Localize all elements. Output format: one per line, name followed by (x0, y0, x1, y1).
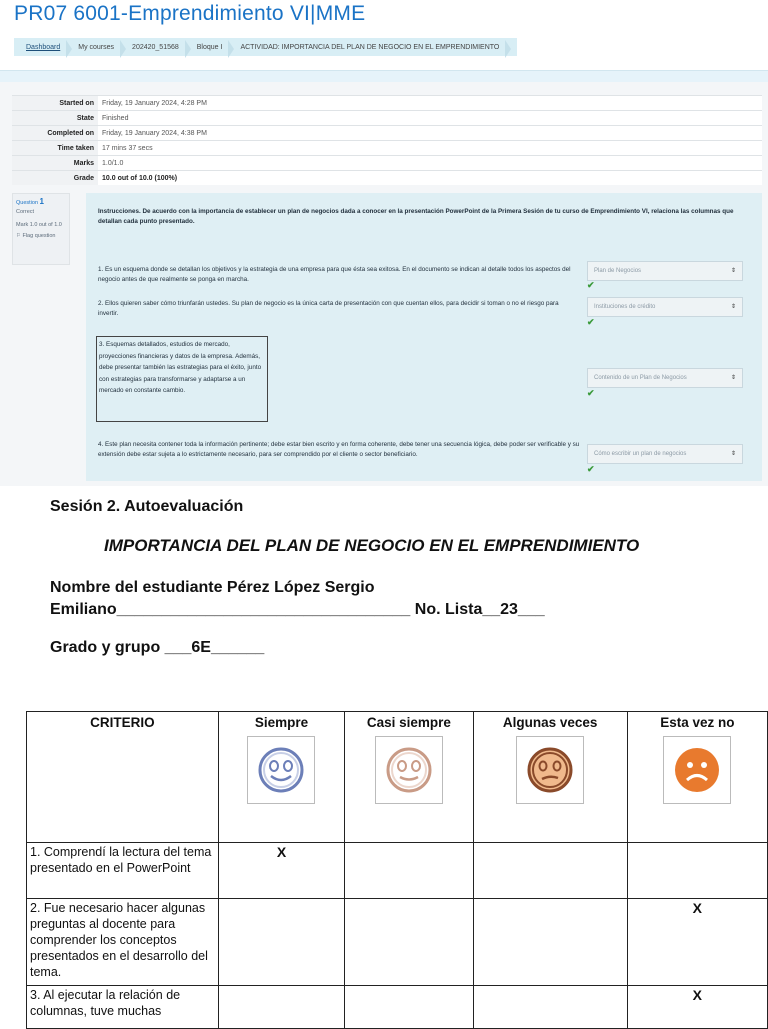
self-evaluation-document (0, 486, 768, 1024)
answer-select-2[interactable] (587, 297, 743, 317)
attempt-summary-table (12, 95, 762, 185)
question-mark: Mark 1.0 out of 1.0 (16, 222, 62, 228)
sad-face-icon (663, 736, 731, 804)
breadcrumb (14, 38, 517, 56)
mark-cell (473, 986, 627, 1029)
table-row (27, 899, 768, 986)
match-item-4: 4. Este plan necesita contener toda la información pertinente; debe estar bien escrito y en forma coherente, debe tener una secuencia lógica, debe poder ser verificable y su extensión debe estar sujeta a lo estrictamente necesario, para ser comprendido por el cliente o sector beneficiario. (98, 441, 580, 458)
worried-face-icon (516, 736, 584, 804)
mark-cell (345, 843, 473, 899)
summary-label: Grade (12, 171, 98, 186)
select-arrows-icon: ⇕ (730, 451, 736, 457)
summary-label: Completed on (12, 126, 98, 141)
column-header (345, 712, 473, 843)
match-item-1: 1. Es un esquema donde se detallan los objetivos y la estrategia de una empresa para que ésta sea exitosa. En el documento se indican al detalle todos los aspectos del negocio antes de que realmente se ponga en marcha. (98, 266, 571, 283)
mark-cell: X (627, 986, 767, 1029)
question-instructions: Instrucciones. De acuerdo con la importancia de establecer un plan de negocios dada a conocer en la presentación PowerPoint de la Primera Sesión de tu curso de Emprendimiento VI, relaciona las columnas que detallan cada punto presentado. (98, 208, 734, 225)
session-heading: Sesión 2. Autoevaluación (50, 498, 244, 515)
student-name-line-1: Nombre del estudiante Pérez López Sergio (50, 579, 375, 596)
answer-select-4[interactable] (587, 444, 743, 464)
mark-cell (473, 899, 627, 986)
document-title: IMPORTANCIA DEL PLAN DE NEGOCIO EN EL EMPRENDIMIENTO (104, 536, 640, 555)
summary-value: 17 mins 37 secs (98, 141, 762, 156)
criterion-cell: 3. Al ejecutar la relación de columnas, tuve muchas (27, 986, 219, 1029)
table-row (27, 986, 768, 1029)
student-name (50, 577, 545, 621)
header-label: CRITERIO (90, 715, 155, 730)
summary-label: Marks (12, 156, 98, 171)
column-header (627, 712, 767, 843)
mark-cell: X (218, 843, 344, 899)
mark-cell (218, 986, 344, 1029)
question-number (16, 197, 66, 208)
breadcrumb-course-code[interactable]: 202420_51568 (120, 44, 185, 51)
match-item-2: 2. Ellos quieren saber cómo triunfarán ustedes. Su plan de negocio es la única carta de presentación con que cuentan ellos, para decidir si toman o no el riesgo para invertir. (98, 300, 559, 317)
mark-cell (218, 899, 344, 986)
select-arrows-icon: ⇕ (730, 268, 736, 274)
summary-row-time (12, 141, 762, 156)
answer-select-value: Cómo escribir un plan de negocios (594, 451, 687, 457)
mark-cell: X (627, 899, 767, 986)
criterion-cell: 2. Fue necesario hacer algunas preguntas al docente para comprender los conceptos presentados en el desarrollo del tema. (27, 899, 219, 986)
header-label: Siempre (254, 715, 309, 730)
summary-label: State (12, 111, 98, 126)
breadcrumb-my-courses[interactable]: My courses (66, 44, 120, 51)
breadcrumb-bloque[interactable]: Bloque I (185, 44, 229, 51)
flag-question-link[interactable] (16, 232, 66, 241)
student-name-line-2: Emiliano_________________________________ No. Lista__23___ (50, 601, 545, 618)
answer-select-3[interactable] (587, 368, 743, 388)
mark-cell (345, 986, 473, 1029)
question-content (86, 193, 762, 481)
header-label: Casi siempre (366, 715, 451, 730)
summary-value: Friday, 19 January 2024, 4:28 PM (98, 96, 762, 111)
course-header (0, 0, 768, 70)
course-title: PR07 6001-Emprendimiento VI|MME (14, 2, 366, 25)
question-label: Question (16, 200, 39, 206)
answer-select-value: Contenido de un Plan de Negocios (594, 375, 687, 381)
column-header (27, 712, 219, 843)
happy-face-icon (247, 736, 315, 804)
summary-value: 1.0/1.0 (98, 156, 762, 171)
summary-row-marks (12, 156, 762, 171)
answer-select-1[interactable] (587, 261, 743, 281)
column-header (218, 712, 344, 843)
summary-label: Time taken (12, 141, 98, 156)
summary-row-state (12, 111, 762, 126)
match-item-3: 3. Esquemas detallados, estudios de mercado, proyecciones financieras y datos de la empresa. Además, debe presentar también las estrategias para el éxito, junto con estrategias para transformarse y adaptarse a un mercado en constante cambio. (96, 336, 268, 422)
breadcrumb-activity[interactable]: ACTIVIDAD: IMPORTANCIA DEL PLAN DE NEGOCIO EN EL EMPRENDIMIENTO (228, 44, 505, 51)
correct-check-icon: ✔ (587, 464, 595, 474)
summary-label: Started on (12, 96, 98, 111)
question-info (12, 193, 70, 265)
answer-select-value: Plan de Negocios (594, 268, 642, 274)
evaluation-table (26, 711, 768, 1029)
mark-cell (473, 843, 627, 899)
grade-group: Grado y grupo ___6E______ (50, 639, 265, 656)
select-arrows-icon: ⇕ (730, 304, 736, 310)
mark-cell (627, 843, 767, 899)
correct-check-icon: ✔ (587, 317, 595, 327)
header-label: Algunas veces (502, 715, 598, 730)
summary-value: Friday, 19 January 2024, 4:38 PM (98, 126, 762, 141)
summary-row-grade (12, 171, 762, 186)
table-row (27, 843, 768, 899)
summary-row-completed (12, 126, 762, 141)
answer-select-value: Instituciones de crédito (594, 304, 656, 310)
header-label: Esta vez no (660, 715, 735, 730)
correct-check-icon: ✔ (587, 280, 595, 290)
question-status: Correct (16, 209, 35, 215)
correct-check-icon: ✔ (587, 388, 595, 398)
summary-value: 10.0 out of 10.0 (100%) (98, 171, 762, 186)
summary-value: Finished (98, 111, 762, 126)
column-header (473, 712, 627, 843)
criterion-cell: 1. Comprendí la lectura del tema presentado en el PowerPoint (27, 843, 219, 899)
summary-row-started (12, 96, 762, 111)
breadcrumb-dashboard[interactable]: Dashboard (14, 44, 66, 51)
neutral-happy-face-icon (375, 736, 443, 804)
flag-icon: ⚐ (16, 233, 21, 239)
question-number-value: 1 (39, 197, 44, 206)
mark-cell (345, 899, 473, 986)
flag-label: Flag question (22, 233, 56, 239)
table-header-row (27, 712, 768, 843)
select-arrows-icon: ⇕ (730, 375, 736, 381)
